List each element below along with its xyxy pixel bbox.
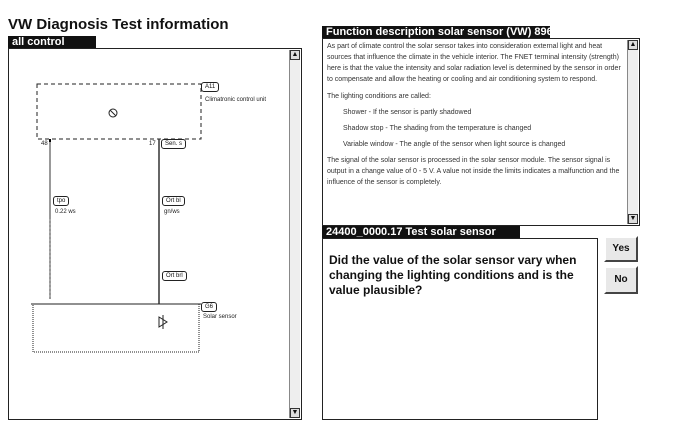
solar-sensor-icon bbox=[157, 315, 169, 329]
connector-left-desc: 0.22 ws bbox=[55, 209, 76, 215]
connector-right-lower: Ort brl bbox=[162, 271, 187, 281]
scroll-up-icon[interactable]: ▲ bbox=[291, 51, 299, 58]
window-title: VW Diagnosis Test information bbox=[8, 16, 229, 33]
no-button[interactable]: No bbox=[604, 266, 638, 294]
component-top-desc: Climatronic control unit bbox=[205, 97, 267, 103]
test-question: Did the value of the solar sensor vary when changing the lighting conditions and is the value plausible? bbox=[329, 253, 577, 297]
pin-right-num: 17 bbox=[149, 141, 156, 147]
control-unit-icon bbox=[107, 106, 119, 118]
connector-left: tpo bbox=[53, 196, 69, 206]
scroll-up-icon[interactable]: ▲ bbox=[629, 41, 637, 48]
pin-right-label: Sen. s bbox=[161, 139, 186, 149]
component-top-label: A11 bbox=[201, 82, 219, 92]
pin-left-num: 48 bbox=[41, 141, 48, 147]
description-scrollbar[interactable] bbox=[627, 40, 638, 224]
component-bottom-desc: Solar sensor bbox=[203, 314, 237, 320]
scroll-down-icon[interactable]: ▼ bbox=[629, 215, 637, 222]
scroll-down-icon[interactable]: ▼ bbox=[291, 409, 299, 416]
component-top-box bbox=[37, 84, 201, 139]
description-content bbox=[327, 41, 625, 188]
component-bottom-label: G6 bbox=[201, 302, 217, 312]
wiring-diagram bbox=[9, 49, 303, 421]
test-panel bbox=[322, 238, 598, 420]
lighting-item-2: Shadow stop - The shading from the temperature is changed bbox=[343, 125, 532, 132]
description-paragraph-1: As part of climate control the solar sensor takes into consideration external light and heat sources that influence the climate in the vehicle interior. The FNET terminal intensity (strength) here is that the value the intensity and solar radiation level is determined by the sensor in order to compensate and allow the heating or cooling and air conditioning system to respond. bbox=[327, 43, 621, 83]
description-panel bbox=[322, 38, 640, 226]
lighting-intro: The lighting conditions are called: bbox=[327, 93, 431, 100]
connector-right-desc: gn/ws bbox=[164, 209, 180, 215]
yes-button[interactable]: Yes bbox=[604, 236, 638, 262]
lighting-item-3: Variable window - The angle of the sensor when light source is changed bbox=[343, 141, 566, 148]
diagram-header: all control bbox=[8, 36, 96, 49]
diagram-scrollbar[interactable] bbox=[289, 50, 300, 418]
lighting-item-1: Shower - If the sensor is partly shadowed bbox=[343, 109, 472, 116]
description-paragraph-2: The signal of the solar sensor is processed in the solar sensor module. The sensor signal is output in a change value of 0 - 5 V. A value not inside the limits indicates a malfunction and the influence of the sensor is completely. bbox=[327, 157, 620, 186]
connector-right: Ort bl bbox=[162, 196, 185, 206]
test-header: 24400_0000.17 Test solar sensor bbox=[322, 226, 520, 239]
diagram-panel bbox=[8, 48, 302, 420]
component-bottom-box bbox=[33, 304, 199, 352]
description-header: Function description solar sensor (VW) 896 bbox=[322, 26, 550, 39]
